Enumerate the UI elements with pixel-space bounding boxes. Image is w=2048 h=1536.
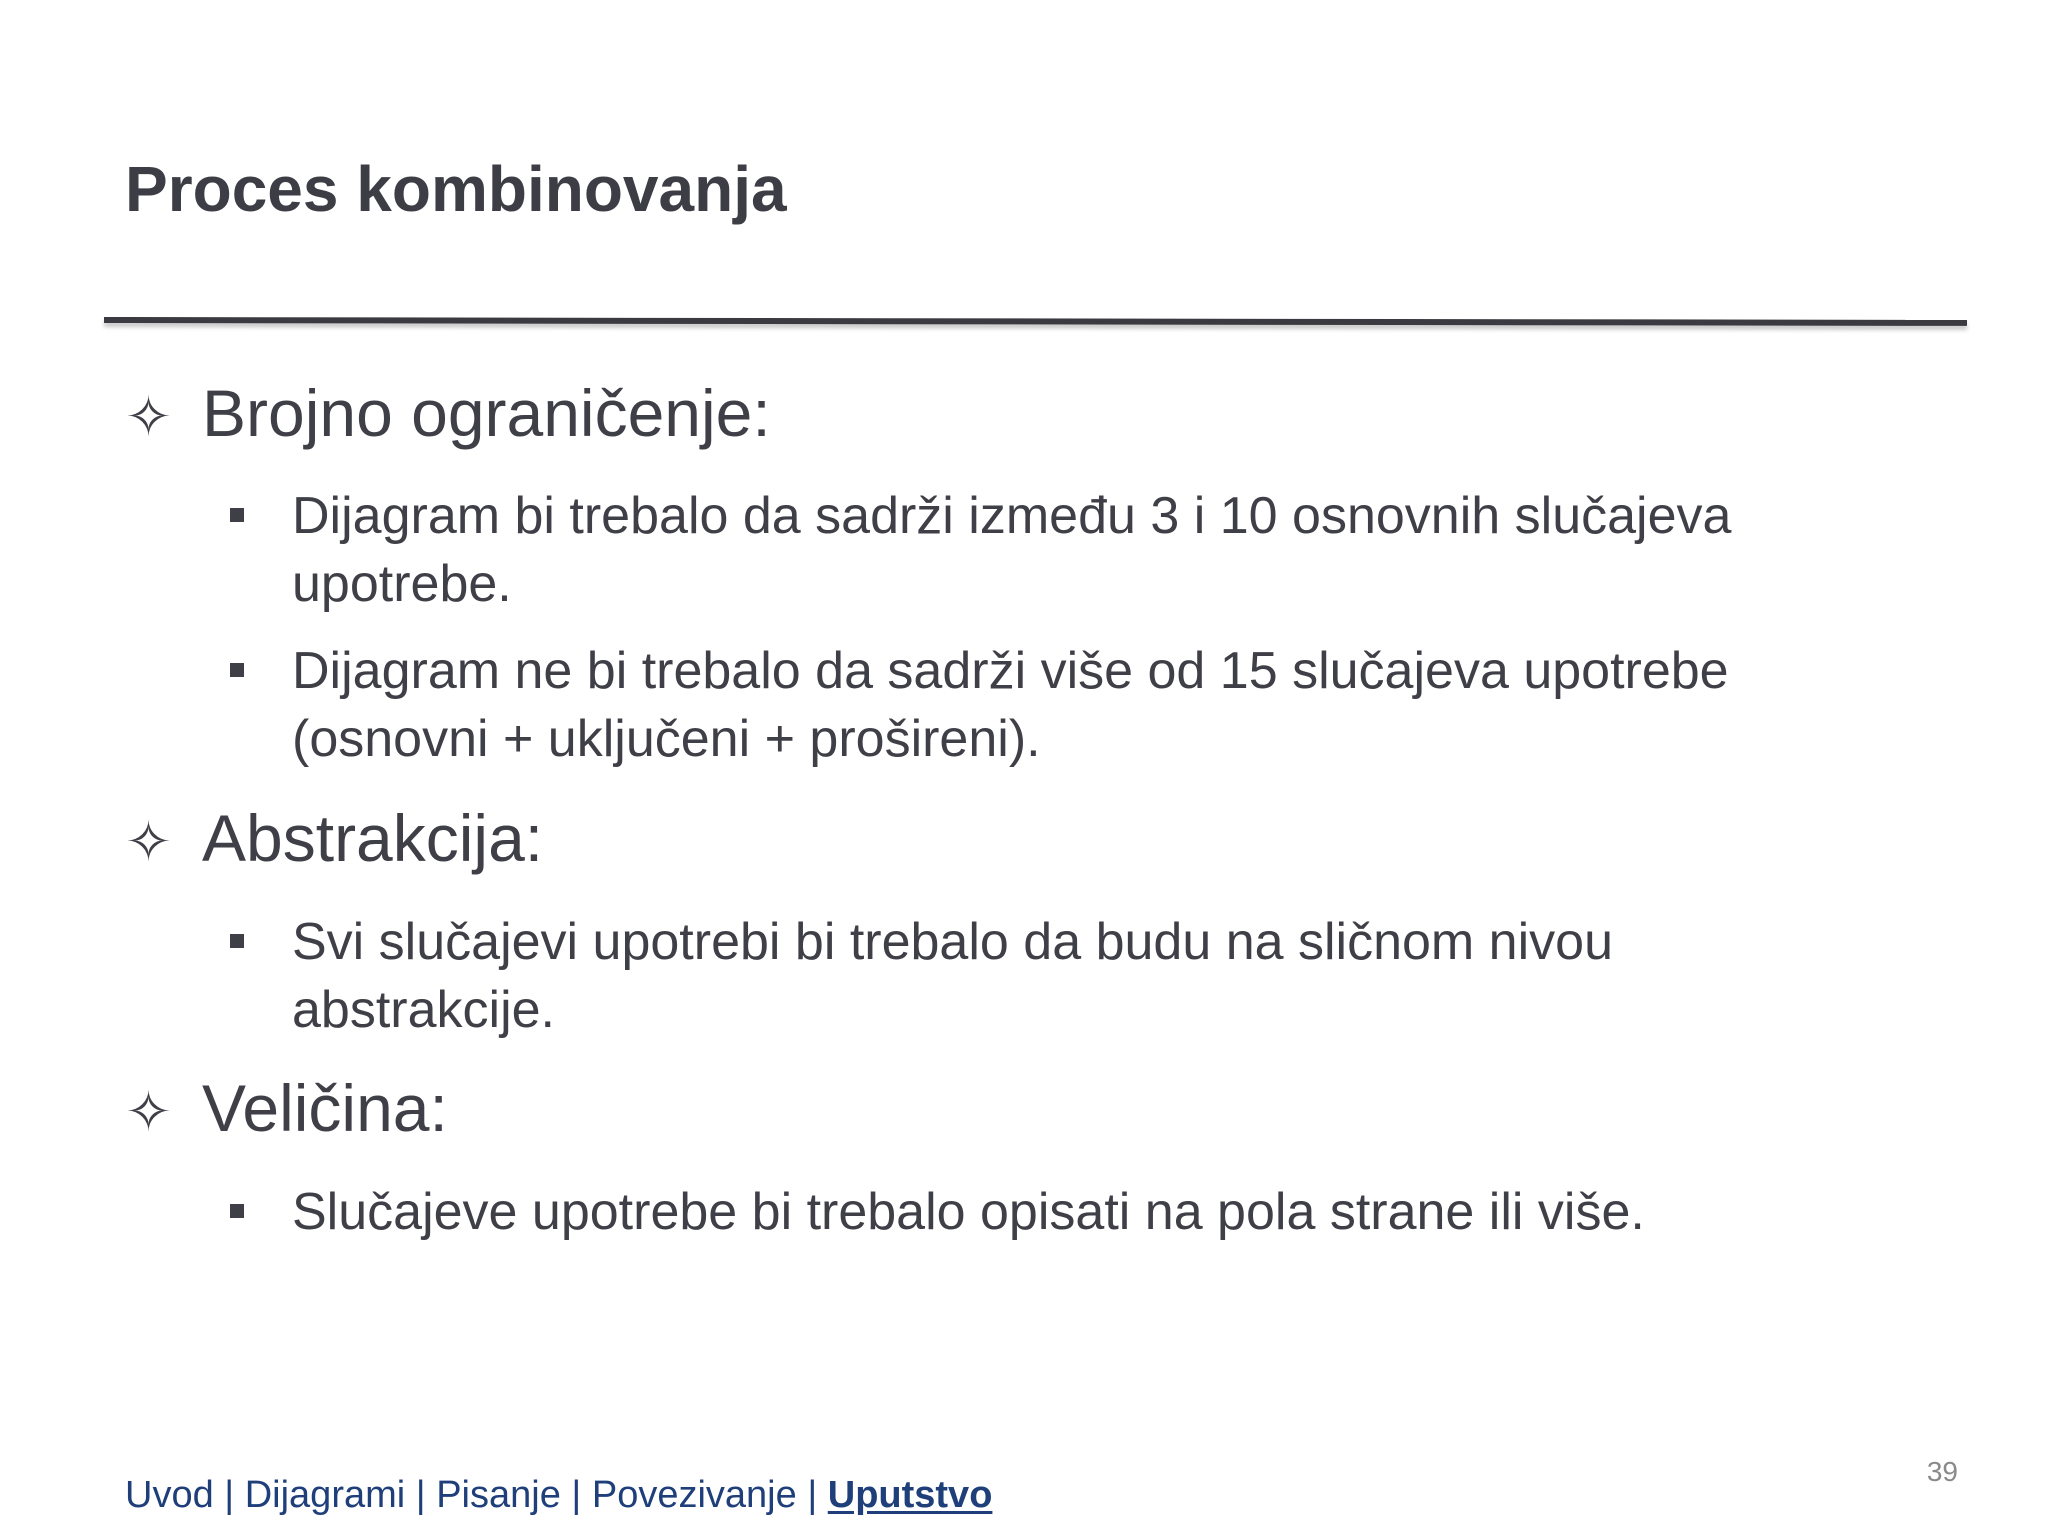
square-bullet-icon — [230, 1204, 244, 1218]
section-heading-text: Abstrakcija: — [202, 801, 544, 875]
section-heading-abstrakcija — [125, 800, 543, 876]
star-bullet-icon: ✧ — [125, 810, 172, 875]
footer-navigation — [125, 1474, 992, 1517]
nav-link-dijagrami[interactable]: Dijagrami — [244, 1474, 406, 1516]
page-number: 39 — [1926, 1456, 1958, 1487]
section-heading-brojno — [125, 375, 771, 451]
list-item-text: Slučajeve upotrebe bi trebalo opisati na pola strane ili više. — [292, 1183, 1645, 1241]
slide-title: Proces kombinovanja — [125, 153, 787, 225]
section-heading-text: Veličina: — [202, 1071, 448, 1145]
square-bullet-icon — [230, 934, 244, 948]
section-heading-velicina — [125, 1070, 448, 1146]
list-item-text: Svi slučajevi upotrebi bi trebalo da budu na sličnom nivou abstrakcije. — [292, 913, 1613, 1039]
nav-link-uputstvo[interactable]: Uputstvo — [827, 1474, 993, 1516]
nav-link-povezivanje[interactable]: Povezivanje — [591, 1474, 797, 1516]
nav-separator: | — [224, 1474, 235, 1516]
section-heading-text: Brojno ograničenje: — [202, 376, 771, 450]
list-item — [230, 1178, 1912, 1246]
nav-separator: | — [415, 1474, 426, 1516]
list-item — [230, 482, 1912, 618]
nav-link-uvod[interactable]: Uvod — [125, 1474, 214, 1516]
list-item-text: Dijagram bi trebalo da sadrži između 3 i 10 osnovnih slučajeva upotrebe. — [292, 487, 1732, 613]
title-divider — [104, 317, 1967, 326]
square-bullet-icon — [230, 508, 244, 522]
list-item — [230, 908, 1792, 1044]
star-bullet-icon: ✧ — [125, 385, 172, 450]
list-item — [230, 637, 1912, 773]
star-bullet-icon: ✧ — [125, 1080, 172, 1145]
nav-link-pisanje[interactable]: Pisanje — [436, 1474, 561, 1516]
square-bullet-icon — [230, 663, 244, 677]
list-item-text: Dijagram ne bi trebalo da sadrži više od 15 slučajeva upotrebe (osnovni + uključeni + prošireni). — [292, 642, 1729, 768]
nav-separator: | — [807, 1474, 818, 1516]
nav-separator: | — [571, 1474, 582, 1516]
